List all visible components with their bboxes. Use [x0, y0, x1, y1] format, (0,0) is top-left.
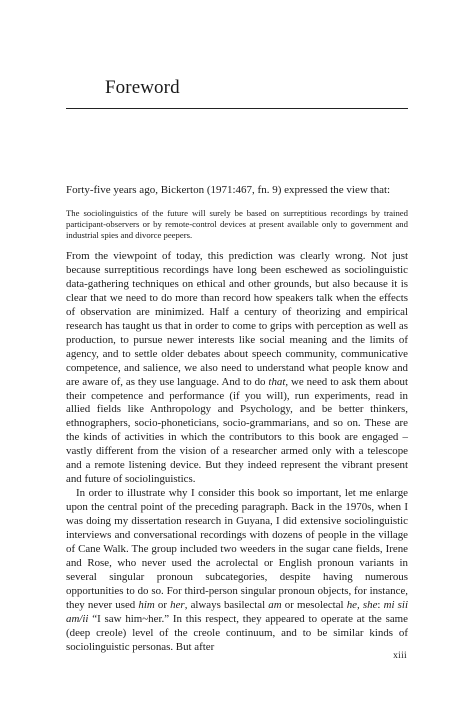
- paragraph-2: [66, 487, 408, 654]
- page-number: xiii: [393, 651, 407, 661]
- paragraph-1-part-b: , we need to ask them about their competence and performance (if you will), run experiments, read in allied fields like Anthropology and Psychology, and be better thinkers, ethnographers, socio-phoneticians, socio-grammarians, and so on. These are the kinds of activities in which the contributors to this book are engaged – vastly different from the vision of a researcher armed only with a telescope and a remote listening device. But they indeed represent the vibrant present and future of sociolinguistics.: [66, 375, 408, 486]
- paragraph-1: [66, 250, 408, 487]
- text-colon: :: [377, 598, 384, 611]
- body-text: [66, 250, 408, 655]
- italic-her: her: [170, 598, 185, 611]
- italic-him: him: [138, 598, 155, 611]
- paragraph-2-part-a: In order to illustrate why I consider this book so important, let me enlarge upon the central point of the preceding paragraph. Back in the 1970s, when I was doing my dissertation research in Guyana, I did extensive sociolinguistic interviews and conversational recordings with dozens of people in the village of Cane Walk. The group included two weeders in the sugar cane fields, Irene and Rose, who never used the acrolectal or English pronoun variants in several singular pronoun subcategories, despite having numerous opportunities to do so. For third-person singular pronoun objects, for instance, they never used: [66, 487, 408, 611]
- text-always-basilectal: , always basilectal: [184, 598, 269, 611]
- text-or-mesolectal: or mesolectal: [281, 598, 347, 611]
- italic-am: am: [268, 598, 282, 611]
- intro-sentence: Forty-five years ago, Bickerton (1971:467, fn. 9) expressed the view that:: [66, 184, 391, 196]
- italic-that: that: [268, 375, 286, 388]
- text-or: or: [154, 598, 171, 611]
- paragraph-1-part-a: From the viewpoint of today, this prediction was clearly wrong. Not just because surreptitious recordings have long been eschewed as sociolinguistic data-gathering techniques on ethical and other grounds, but also because it is clear that we need to do more than record how speakers talk when the effects of observation are minimized. Half a century of theorizing and empirical research has taught us that in order to come to grips with perception as well as production, to pursue newer interests like social meaning and the limits of agency, and to settle older debates about speech community, communicative competence, and salience, we also need to understand what people know and are aware of, as they use language. And to do: [66, 250, 408, 388]
- chapter-title: Foreword: [105, 77, 180, 98]
- italic-he-she: he, she: [346, 598, 378, 611]
- italic-mi-sii: mi sii am/ii: [66, 598, 408, 625]
- block-quote: The sociolinguistics of the future will surely be based on surreptitious recordings by trained participant-observers or by remote-control devices at present available only to government and industrial spies and divorce peepers.: [66, 208, 408, 241]
- paragraph-2-part-b: “I saw him~her.” In this respect, they appeared to operate at the same (deep creole) level of the creole continuum, and to be similar kinds of sociolinguistic personas. But after: [66, 612, 408, 653]
- title-rule: [66, 108, 408, 109]
